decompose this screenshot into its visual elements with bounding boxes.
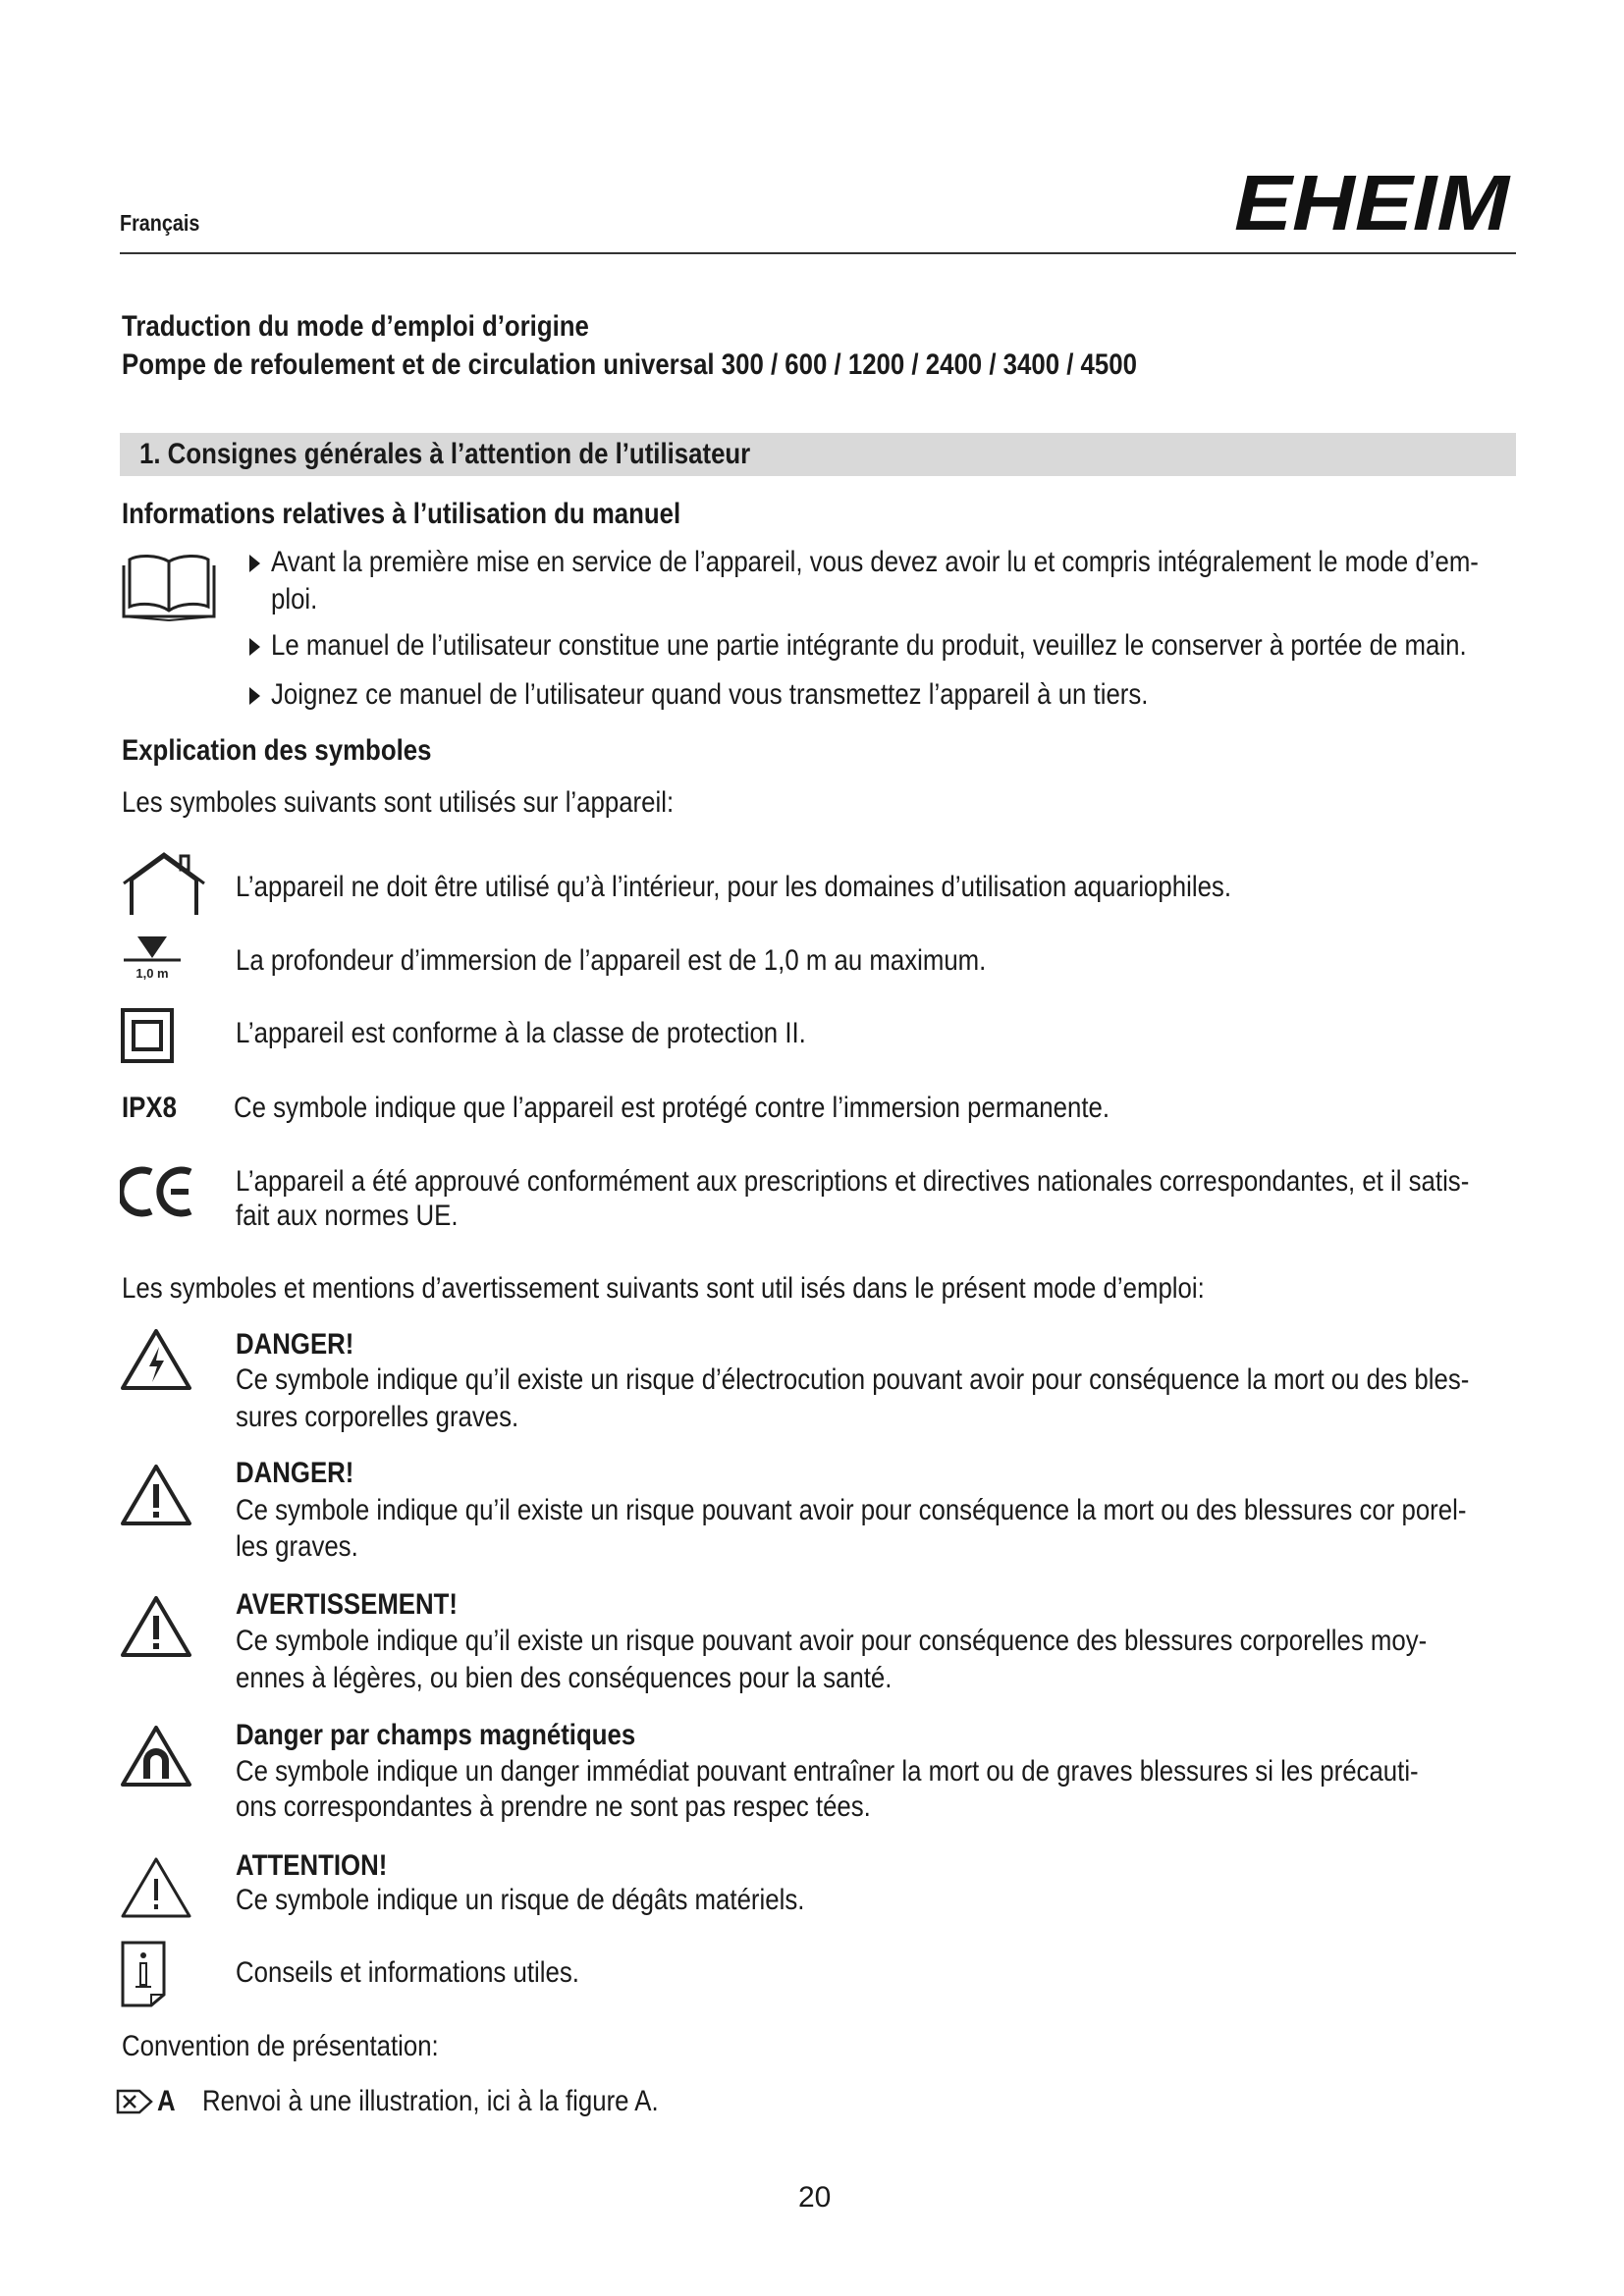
symbol-class-text: L’appareil est conforme à la classe de protection II. [236,1017,806,1049]
convention-heading: Convention de présentation: [122,2030,439,2062]
warning-1-line-1: Ce symbole indique qu’il existe un risque d’électrocution pouvant avoir pour conséquence la mort ou des bles- [236,1363,1470,1396]
ce-mark-icon [120,1164,196,1219]
warning-2-line-2: les graves. [236,1530,358,1563]
svg-text:1,0 m: 1,0 m [135,966,169,981]
caution-triangle-icon [120,1855,192,1920]
manual-bullet-3: Joignez ce manuel de l’utilisateur quand vous transmettez l’appareil à un tiers. [271,678,1149,711]
book-icon [122,552,216,624]
svg-text:EHEIM: EHEIM [1234,163,1512,240]
manual-bullet-1-line-2: ploi. [271,583,318,615]
manual-bullet-2: Le manuel de l’utilisateur constitue une partie intégrante du produit, veuillez le conserver à portée de main. [271,629,1467,662]
symbols-heading: Explication des symboles [122,734,432,767]
symbol-depth-text: La profondeur d’immersion de l’appareil est de 1,0 m au maximum. [236,944,987,977]
warning-3-title: AVERTISSEMENT! [236,1588,459,1621]
warning-1-title: DANGER! [236,1328,354,1361]
bullet-marker [249,687,260,705]
warning-5-title: ATTENTION! [236,1849,388,1882]
warning-4-line-2: ons correspondantes à prendre ne sont pas respec tées. [236,1790,871,1823]
symbol-ce-text-line-1: L’appareil a été approuvé conformément aux prescriptions et directives nationales correspondantes, et il satis- [236,1165,1470,1198]
manual-bullet-1-line-1: Avant la première mise en service de l’appareil, vous devez avoir lu et compris intégralement le mode d’em- [271,546,1479,578]
tips-text: Conseils et informations utiles. [236,1956,579,1989]
warning-4-title: Danger par champs magnétiques [236,1719,636,1751]
immersion-depth-icon [120,934,185,984]
symbols-intro: Les symboles suivants sont utilisés sur l’appareil: [122,786,675,819]
bullet-marker [249,638,260,656]
warning-2-line-1: Ce symbole indique qu’il existe un risque pouvant avoir pour conséquence la mort ou des blessures cor porel- [236,1494,1467,1526]
header-divider [120,252,1516,254]
manual-info-heading: Informations relatives à l’utilisation du manuel [122,498,681,530]
figure-reference-letter: A [157,2085,176,2117]
house-icon [120,850,208,919]
symbol-indoor-text: L’appareil ne doit être utilisé qu’à l’intérieur, pour les domaines d’utilisation aquariophiles. [236,871,1231,903]
warning-triangle-icon [120,1594,192,1659]
page-number: 20 [798,2181,832,2214]
warning-2-title: DANGER! [236,1457,354,1489]
language-label: Français [120,210,200,236]
symbol-ce-text-line-2: fait aux normes UE. [236,1200,459,1232]
warning-intro: Les symboles et mentions d’avertissement suivants sont util isés dans le présent mode d’emploi: [122,1272,1205,1305]
warning-3-line-1: Ce symbole indique qu’il existe un risque pouvant avoir pour conséquence des blessures corporelles moy- [236,1625,1428,1657]
product-title: Pompe de refoulement et de circulation universal 300 / 600 / 1200 / 2400 / 3400 / 4500 [122,348,1137,381]
symbol-ipx8-text: Ce symbole indique que l’appareil est protégé contre l’immersion permanente. [234,1092,1110,1124]
warning-3-line-2: ennes à légères, ou bien des conséquences pour la santé. [236,1662,893,1694]
document-title: Traduction du mode d’emploi d’origine [122,310,589,343]
figure-reference-text: Renvoi à une illustration, ici à la figure A. [202,2085,659,2117]
warning-triangle-icon [120,1463,192,1527]
eheim-logo [1229,163,1514,240]
figure-reference-icon [116,2089,153,2114]
info-note-icon [120,1940,167,2008]
warning-5-line-1: Ce symbole indique un risque de dégâts matériels. [236,1884,805,1916]
warning-4-line-1: Ce symbole indique un danger immédiat pouvant entraîner la mort ou de graves blessures si les précauti- [236,1755,1419,1788]
section-heading: 1. Consignes générales à l’attention de l’utilisateur [139,438,751,470]
protection-class-2-icon [120,1007,175,1064]
ipx8-label: IPX8 [122,1092,177,1124]
electric-hazard-icon [120,1327,192,1392]
magnetic-field-icon [120,1724,192,1789]
bullet-marker [249,555,260,572]
warning-1-line-2: sures corporelles graves. [236,1401,519,1433]
